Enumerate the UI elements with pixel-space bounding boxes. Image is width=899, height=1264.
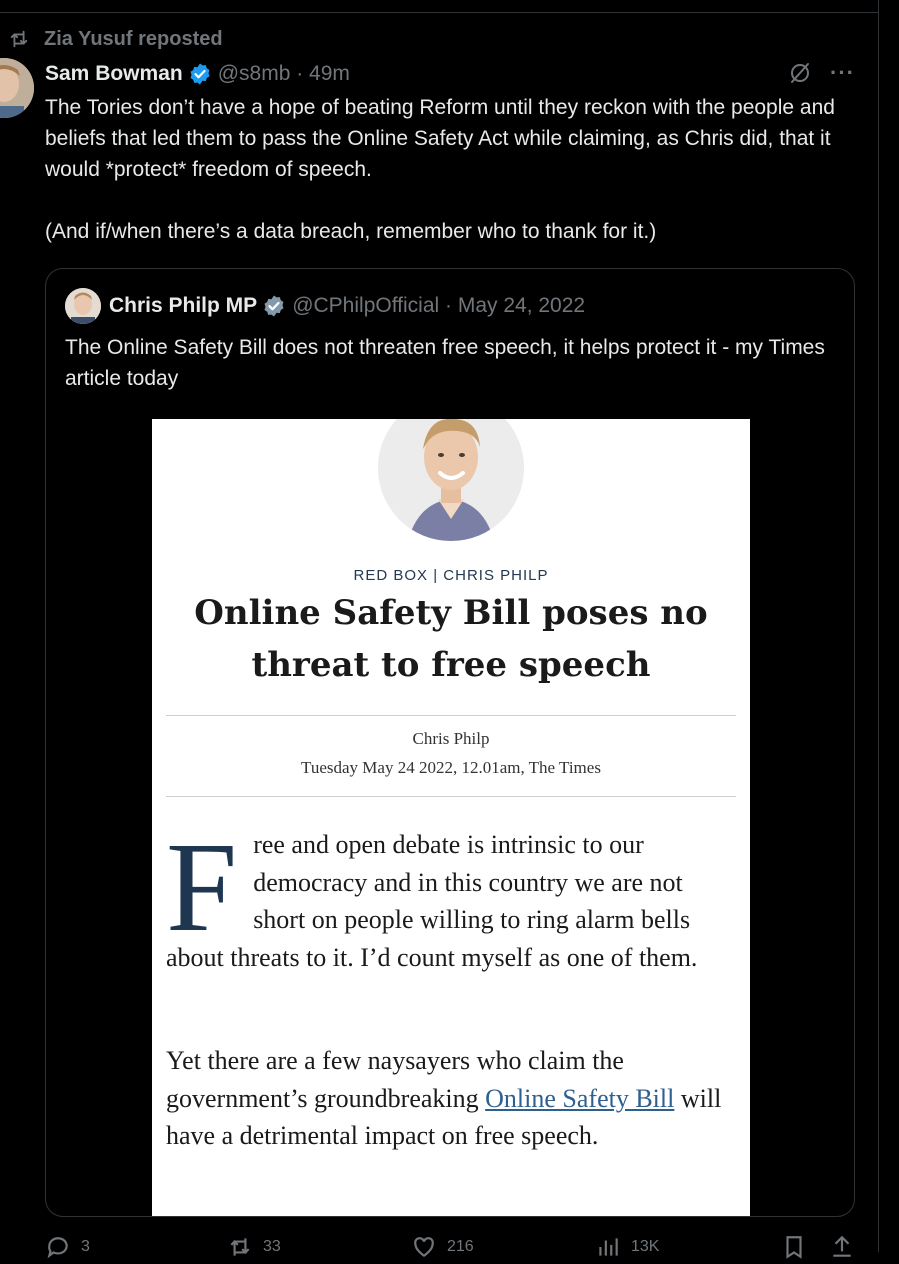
bookmark-icon bbox=[781, 1234, 807, 1260]
avatar[interactable] bbox=[0, 58, 34, 118]
article-kicker: RED BOX | CHRIS PHILP bbox=[353, 567, 549, 584]
like-icon bbox=[411, 1234, 437, 1260]
reply-count: 3 bbox=[81, 1238, 90, 1255]
repost-count: 33 bbox=[263, 1238, 281, 1255]
repost-context[interactable] bbox=[8, 26, 223, 52]
like-button[interactable] bbox=[411, 1234, 474, 1260]
drop-cap: F bbox=[166, 816, 238, 958]
meta-separator: · bbox=[439, 294, 458, 317]
views-count: 13K bbox=[631, 1238, 660, 1255]
repost-button[interactable] bbox=[227, 1234, 281, 1260]
quoted-avatar[interactable] bbox=[65, 288, 101, 324]
tweet-paragraph: The Tories don’t have a hope of beating Reform until they reckon with the people and beliefs that led them to pass the Online Safety Act while claiming, as Chris did, that it would *protect* freedom of speech. bbox=[45, 96, 835, 181]
reply-icon bbox=[45, 1234, 71, 1260]
views-icon bbox=[595, 1234, 621, 1260]
top-divider bbox=[0, 12, 878, 13]
meta-separator: · bbox=[290, 62, 310, 85]
grok-icon[interactable] bbox=[788, 61, 812, 85]
article-byline: Chris Philp bbox=[412, 729, 490, 748]
tweet-text bbox=[45, 92, 845, 247]
article-headline: Online Safety Bill poses no threat to free speech bbox=[194, 593, 708, 685]
divider bbox=[166, 796, 736, 797]
author-handle[interactable]: @s8mb bbox=[217, 62, 291, 85]
tweet-paragraph: (And if/when there’s a data breach, remember who to thank for it.) bbox=[45, 220, 657, 243]
author-portrait bbox=[378, 419, 524, 541]
repost-icon bbox=[8, 28, 30, 50]
tweet-header-actions bbox=[788, 60, 855, 86]
verified-badge-icon[interactable] bbox=[188, 62, 212, 86]
quoted-author-handle[interactable]: @CPhilpOfficial bbox=[292, 294, 440, 317]
quoted-timestamp[interactable]: May 24, 2022 bbox=[457, 294, 586, 317]
article-paragraph-text: will have a detrimental impact on free speech. bbox=[166, 1083, 722, 1150]
share-button[interactable] bbox=[829, 1234, 865, 1260]
article-paragraph-text: ree and open debate is intrinsic to our democracy and in this country we are not short on people willing to ring alarm bells about threats to it. I’d count myself as one of them. bbox=[166, 830, 698, 972]
repost-icon bbox=[227, 1234, 253, 1260]
reply-button[interactable] bbox=[45, 1234, 90, 1260]
verified-badge-icon bbox=[262, 294, 286, 318]
article-paragraph bbox=[166, 816, 738, 976]
author-name[interactable]: Sam Bowman bbox=[45, 62, 183, 85]
quoted-tweet-header bbox=[65, 289, 585, 323]
more-icon[interactable]: ··· bbox=[830, 60, 855, 85]
tweet-timestamp[interactable]: 49m bbox=[309, 62, 350, 85]
quoted-tweet-text: The Online Safety Bill does not threaten free speech, it helps protect it - my Times article today bbox=[65, 336, 825, 390]
column-border bbox=[878, 0, 879, 1252]
views-button[interactable] bbox=[595, 1234, 659, 1260]
share-icon bbox=[829, 1234, 855, 1260]
like-count: 216 bbox=[447, 1238, 474, 1255]
quoted-tweet[interactable] bbox=[45, 268, 855, 1217]
quoted-author-name[interactable]: Chris Philp MP bbox=[109, 294, 258, 317]
article-link: Online Safety Bill bbox=[485, 1083, 675, 1113]
article-paragraph bbox=[166, 1042, 738, 1155]
bookmark-button[interactable] bbox=[781, 1234, 817, 1260]
divider bbox=[166, 715, 736, 716]
article-screenshot-image[interactable] bbox=[152, 419, 750, 1217]
tweet-header bbox=[45, 60, 350, 88]
article-paragraph-text: Yet there are a few naysayers who claim the government’s groundbreaking bbox=[166, 1046, 624, 1113]
repost-label: Zia Yusuf reposted bbox=[44, 27, 223, 50]
tweet-action-bar bbox=[45, 1234, 865, 1264]
article-dateline: Tuesday May 24 2022, 12.01am, The Times bbox=[301, 758, 601, 777]
